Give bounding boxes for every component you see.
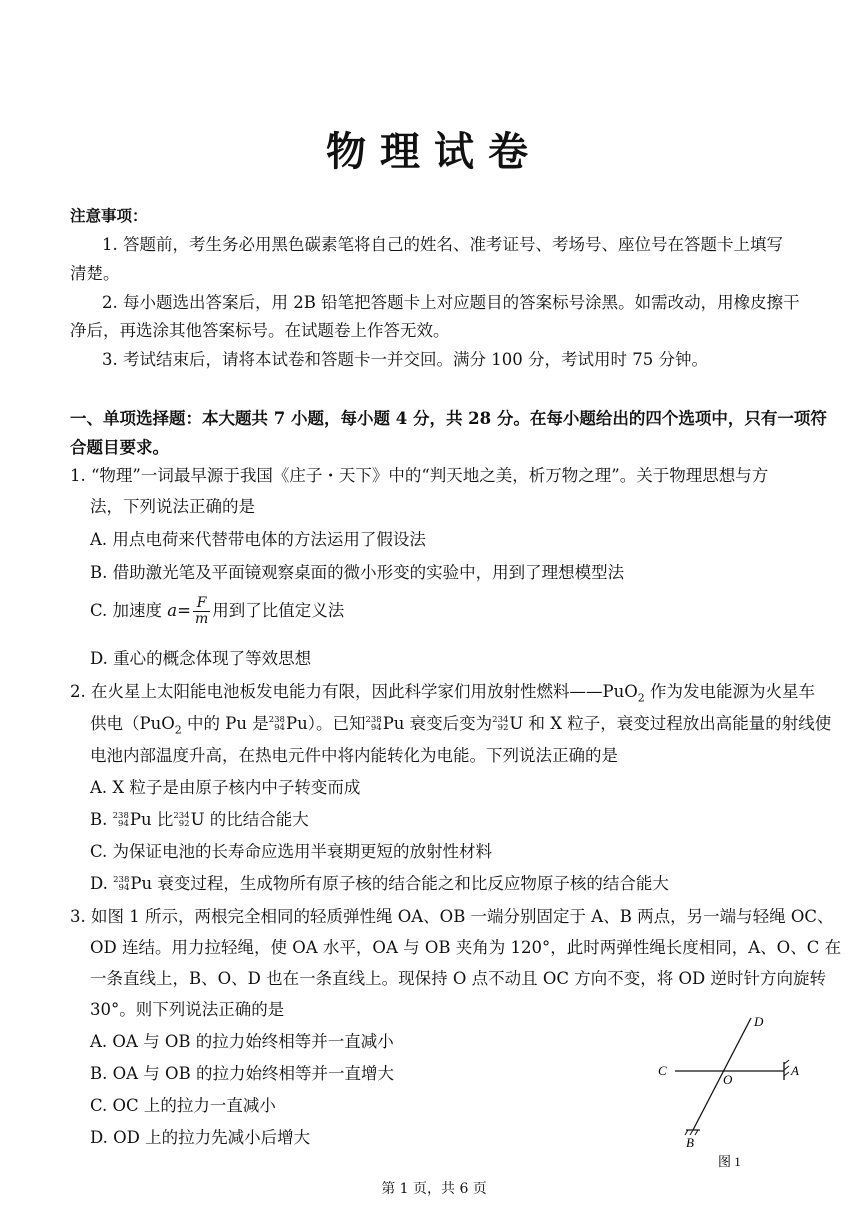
q2-stem-line-3: 电池内部温度升高，在热电元件中将内能转化为电能。下列说法正确的是 bbox=[90, 746, 618, 765]
q1-fraction-denominator: m bbox=[194, 611, 209, 627]
q1-option-c-suffix: 用到了比值定义法 bbox=[212, 601, 345, 620]
q3-option-b: B. OA 与 OB 的拉力始终相等并一直增大 bbox=[90, 1064, 394, 1083]
figure-1-diagram bbox=[650, 1010, 810, 1190]
line-DB bbox=[693, 1018, 751, 1130]
q1-option-d: D. 重心的概念体现了等效思想 bbox=[90, 649, 312, 668]
notice-item-2-line-1: 2. 每小题选出答案后，用 2B 铅笔把答题卡上对应题目的答案标号涂黑。如需改动，用橡皮擦干 bbox=[102, 293, 800, 312]
q3-option-c: C. OC 上的拉力一直减小 bbox=[90, 1096, 276, 1115]
wall-A-hatch bbox=[784, 1066, 789, 1070]
notice-heading: 注意事项： bbox=[70, 206, 148, 225]
pu-isotope-notation: 238 94 bbox=[112, 811, 129, 829]
q2-l2-e: U 和 X 粒子，衰变过程放出高能量的射线使 bbox=[509, 714, 832, 733]
q1-option-c-equals: = bbox=[177, 601, 191, 620]
q1-option-b: B. 借助激光笔及平面镜观察桌面的微小形变的实验中，用到了理想模型法 bbox=[90, 563, 625, 582]
q2-option-c: C. 为保证电池的长寿命应选用半衰期更短的放射性材料 bbox=[90, 842, 493, 861]
q2-l2-a: 供电（PuO bbox=[90, 714, 175, 733]
q3-option-d: D. OD 上的拉力先减小后增大 bbox=[90, 1128, 311, 1147]
label-A: A bbox=[791, 1063, 799, 1078]
label-D: D bbox=[754, 1014, 764, 1029]
q3-option-a: A. OA 与 OB 的拉力始终相等并一直减小 bbox=[90, 1032, 394, 1051]
page-title: 物理试卷 bbox=[326, 128, 542, 175]
notice-item-1-line-1: 1. 答题前，考生务必用黑色碳素笔将自己的姓名、准考证号、考场号、座位号在答题卡上填写 bbox=[102, 235, 783, 254]
figure-1 bbox=[650, 1010, 810, 1190]
q3-stem-line-4: 30°。则下列说法正确的是 bbox=[90, 1000, 285, 1019]
q3-stem-line-1: 3. 如图 1 所示，两根完全相同的轻质弹性绳 OA、OB 一端分别固定于 A、B 两点，另一端与轻绳 OC、 bbox=[70, 907, 834, 926]
q2-option-d-prefix: D. bbox=[90, 874, 114, 893]
wall-B-hatch bbox=[695, 1130, 698, 1135]
label-O: O bbox=[723, 1072, 733, 1087]
q1-option-c bbox=[90, 596, 344, 627]
q2-l2-d: Pu 衰变后变为 bbox=[382, 714, 493, 733]
q2-option-d-suffix: Pu 衰变过程，生成物所有原子核的结合能之和比反应物原子核的结合能大 bbox=[130, 874, 669, 893]
notice-item-1-line-2: 清楚。 bbox=[70, 264, 120, 283]
label-B: B bbox=[686, 1135, 694, 1150]
pu-isotope-notation: 238 94 bbox=[268, 715, 285, 733]
q1-option-c-fraction bbox=[193, 596, 210, 627]
q2-l2-c: Pu）。已知 bbox=[285, 714, 366, 733]
q1-stem-line-2: 法，下列说法正确的是 bbox=[90, 497, 255, 516]
q1-option-c-symbol-a: a bbox=[167, 601, 178, 620]
q2-stem-line-2 bbox=[90, 713, 831, 741]
q2-option-b-mid: Pu 比 bbox=[129, 810, 174, 829]
q2-option-d bbox=[90, 873, 669, 895]
section-1-heading-line-1: 一、单项选择题：本大题共 7 小题，每小题 4 分，共 28 分。在每小题给出的四个选项中，只有一项符 bbox=[70, 409, 827, 428]
q2-stem-line-1 bbox=[70, 681, 815, 709]
q2-l1-a: 2. 在火星上太阳能电池板发电能力有限，因此科学家们用放射性燃料——PuO bbox=[70, 682, 638, 701]
page-footer: 第 1 页，共 6 页 bbox=[381, 1181, 487, 1197]
notice-item-2-line-2: 净后，再选涂其他答案标号。在试题卷上作答无效。 bbox=[70, 321, 450, 340]
q2-option-b-prefix: B. bbox=[90, 810, 113, 829]
q1-stem-line-1: 1. “物理”一词最早源于我国《庄子・天下》中的“判天地之美，析万物之理”。关于物理思想与方 bbox=[70, 466, 769, 485]
u-isotope-notation: 234 92 bbox=[173, 811, 190, 829]
q2-l2-sub: 2 bbox=[174, 723, 182, 737]
q2-l1-sub: 2 bbox=[637, 691, 645, 705]
q1-fraction-numerator: F bbox=[193, 596, 210, 612]
q1-option-c-prefix: C. 加速度 bbox=[90, 601, 168, 620]
q2-option-a: A. X 粒子是由原子核内中子转变而成 bbox=[90, 778, 361, 797]
label-C: C bbox=[658, 1063, 667, 1078]
pu-isotope-notation: 238 94 bbox=[113, 875, 130, 893]
wall-A-hatch bbox=[784, 1060, 789, 1064]
q3-stem-line-2: OD 连结。用力拉轻绳，使 OA 水平，OA 与 OB 夹角为 120°，此时两弹性绳长度相同，A、O、C 在 bbox=[90, 938, 842, 957]
q1-option-a: A. 用点电荷来代替带电体的方法运用了假设法 bbox=[90, 530, 426, 549]
wall-A-hatch bbox=[784, 1072, 789, 1076]
section-1-heading-line-2: 合题目要求。 bbox=[70, 438, 169, 457]
q2-l1-b: 作为发电能源为火星车 bbox=[644, 682, 815, 701]
pu-isotope-notation: 238 94 bbox=[365, 715, 382, 733]
notice-item-3: 3. 考试结束后，请将本试卷和答题卡一并交回。满分 100 分，考试用时 75 分钟。 bbox=[102, 350, 708, 369]
q2-option-b-suffix: U 的比结合能大 bbox=[190, 810, 309, 829]
u-isotope-notation: 234 92 bbox=[492, 715, 509, 733]
q2-l2-b: 中的 Pu 是 bbox=[181, 714, 269, 733]
figure-caption: 图 1 bbox=[718, 1154, 741, 1169]
q3-stem-line-3: 一条直线上，B、O、D 也在一条直线上。现保持 O 点不动且 OC 方向不变，将 OD 逆时针方向旋转 bbox=[90, 969, 827, 988]
q2-option-b bbox=[90, 809, 309, 831]
